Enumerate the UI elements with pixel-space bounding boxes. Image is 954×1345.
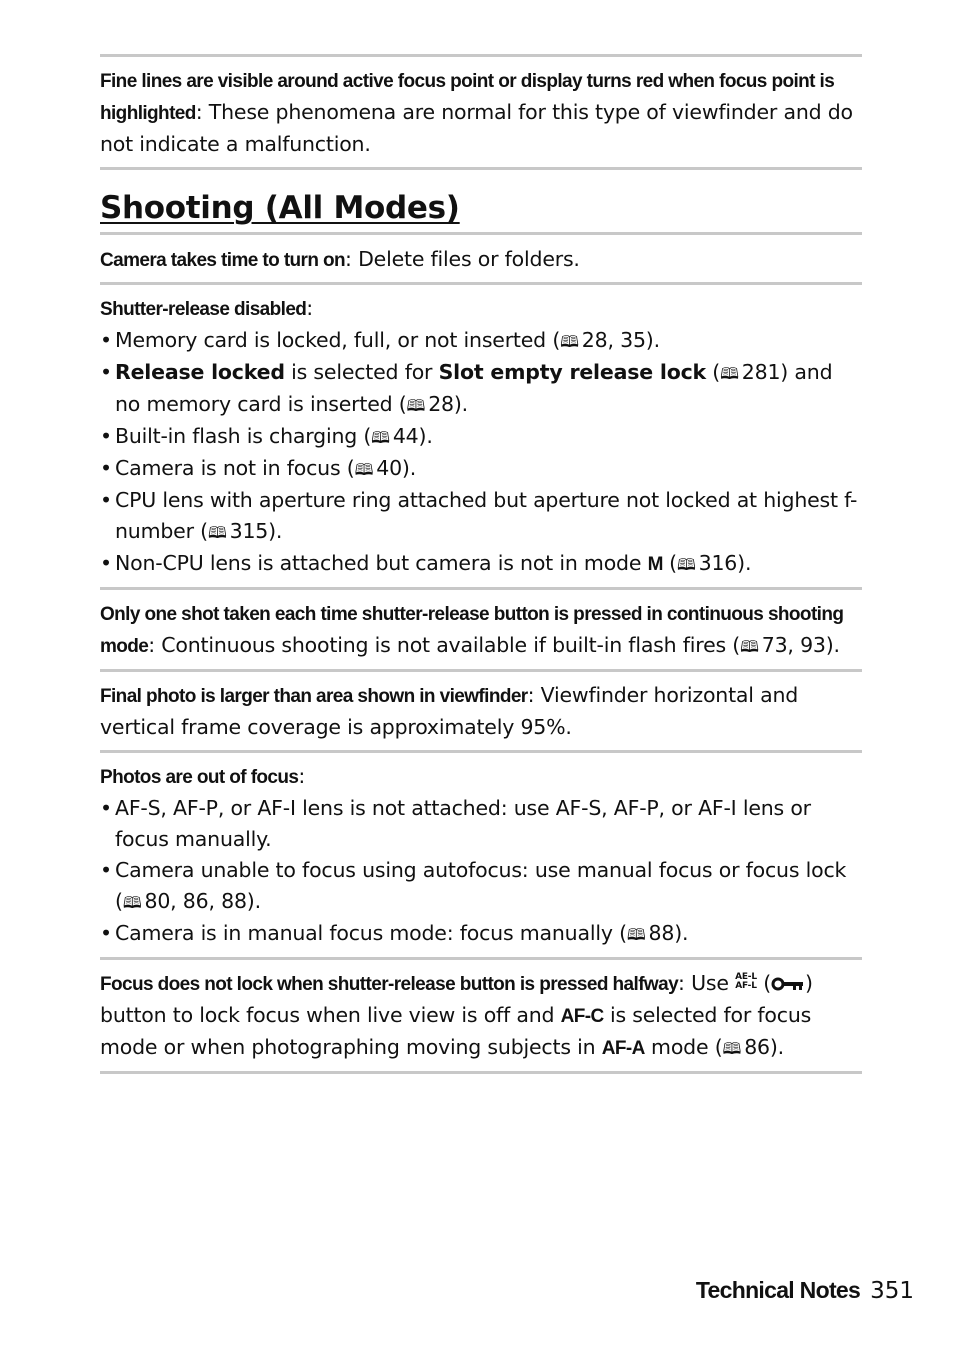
book-reference-icon: 🕮 (406, 396, 426, 415)
item-text: AF-S, AF-P, or AF-I lens is not attached: use AF-S, AF-P, or AF-I lens or focus manually. (115, 796, 811, 851)
entry-heading: Fine lines are visible around active focus point or display turns red when focus point is highlighted (100, 71, 835, 124)
book-reference-icon: 🕮 (354, 460, 374, 479)
list-item (100, 548, 862, 580)
book-reference-icon: 🕮 (740, 637, 759, 656)
page-ref[interactable]: 28). (428, 392, 469, 416)
entry-text: ( (756, 971, 772, 995)
menu-option-name: Slot empty release lock (438, 360, 706, 384)
item-text: CPU lens with aperture ring attached but aperture not locked at highest f-number ( (115, 488, 858, 543)
list-item (100, 918, 862, 950)
entry-final-photo (100, 672, 862, 750)
entry-heading: Photos are out of focus (100, 767, 299, 788)
section-title: Shooting (All Modes) (100, 190, 460, 226)
entry-text: : Viewfinder horizontal and vertical frame coverage is approximately 95%. (100, 683, 799, 739)
item-text: Built-in flash is charging ( (115, 424, 372, 448)
item-text: is selected for (284, 360, 439, 384)
page-ref[interactable]: 80, 86, 88). (144, 889, 261, 913)
book-reference-icon: 🕮 (626, 925, 646, 944)
entry-text: : Continuous shooting is not available if built-in flash fires ( (148, 633, 741, 657)
mode-label: AF-C (560, 1006, 604, 1027)
entry-colon: : (306, 296, 314, 320)
entry-one-shot (100, 590, 862, 669)
list-item (100, 325, 862, 357)
divider (100, 1071, 862, 1074)
entry-text: mode ( (644, 1035, 723, 1059)
entry-text: : Delete files or folders. (345, 247, 580, 271)
page-ref[interactable]: 315). (229, 519, 283, 543)
book-reference-icon: 🕮 (207, 523, 227, 542)
entry-text: : Use (678, 971, 736, 995)
item-text: Camera is in manual focus mode: focus manually ( (115, 921, 627, 945)
page-ref[interactable]: 73, 93). (761, 633, 840, 657)
book-reference-icon: 🕮 (371, 428, 390, 447)
entry-text: : These phenomena are normal for this type of viewfinder and do not indicate a malfunction. (100, 100, 853, 156)
entry-heading: Final photo is larger than area shown in viewfinder (100, 686, 528, 707)
entry-text: is selected for focus mode or when photographing moving subjects in (100, 1003, 812, 1059)
item-text: Camera unable to focus using autofocus: use manual focus or focus lock ( (115, 858, 847, 913)
list-item (100, 357, 862, 421)
list-item (100, 421, 862, 453)
book-reference-icon: 🕮 (122, 893, 142, 912)
list-item (100, 485, 862, 548)
page-ref[interactable]: 28, 35). (581, 328, 660, 352)
page-content (100, 54, 862, 1074)
bullet-list (100, 793, 862, 950)
ael-top-label: AE-L (735, 972, 757, 982)
page-ref[interactable]: 88). (648, 921, 689, 945)
book-reference-icon: 🕮 (720, 364, 739, 383)
footer-section-name: Technical Notes (695, 1277, 861, 1303)
item-text: Non-CPU lens is attached but camera is not in mode (115, 551, 648, 575)
item-text: Memory card is locked, full, or not inserted ( (115, 328, 561, 352)
page-number: 351 (870, 1278, 914, 1304)
list-item (100, 793, 862, 855)
page-ref[interactable]: 316). (698, 551, 752, 575)
mode-label: M (647, 554, 663, 575)
item-text: ( (705, 360, 721, 384)
book-reference-icon: 🕮 (676, 555, 696, 574)
bullet-list (100, 325, 862, 580)
list-item (100, 855, 862, 918)
entry-heading: Shutter-release disabled (100, 299, 307, 320)
page-ref[interactable]: 281) and no memory card is inserted ( (115, 360, 833, 416)
page-ref[interactable]: 40). (376, 456, 417, 480)
page-footer (696, 1277, 914, 1304)
mode-label: AF-A (601, 1038, 645, 1059)
ae-l-af-l-button-icon (735, 973, 757, 991)
book-reference-icon: 🕮 (560, 332, 579, 351)
item-text: ( (662, 551, 677, 575)
entry-fine-lines (100, 57, 862, 167)
entry-colon: : (298, 764, 306, 788)
menu-option-name: Release locked (115, 360, 285, 384)
key-lock-icon (771, 977, 805, 991)
item-text: Camera is not in focus ( (115, 456, 355, 480)
entry-heading: Camera takes time to turn on (100, 250, 346, 271)
entry-out-of-focus (100, 753, 862, 957)
entry-shutter-disabled (100, 285, 862, 587)
ael-bottom-label: AF-L (735, 981, 757, 991)
entry-heading: Only one shot taken each time shutter-release button is pressed in continuous shooting mode (100, 604, 844, 657)
book-reference-icon: 🕮 (722, 1039, 742, 1058)
entry-focus-lock (100, 960, 862, 1071)
list-item (100, 453, 862, 485)
entry-text: ) button to lock focus when live view is off and (100, 971, 813, 1027)
entry-turn-on (100, 235, 862, 282)
entry-heading: Focus does not lock when shutter-release button is pressed halfway (100, 974, 679, 995)
page-ref[interactable]: 86). (744, 1035, 784, 1059)
page-ref[interactable]: 44). (392, 424, 433, 448)
